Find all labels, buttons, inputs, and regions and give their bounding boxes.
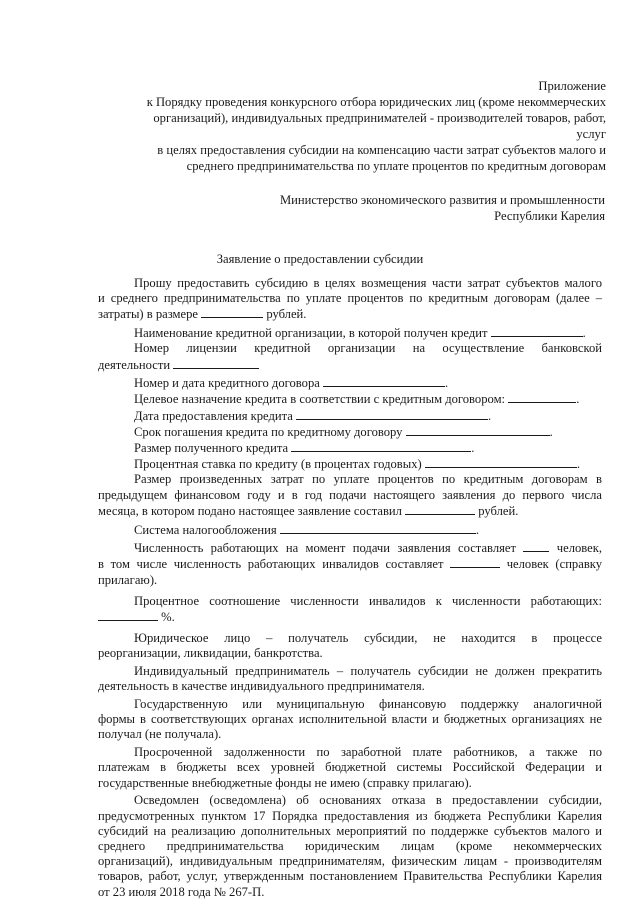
staff-blank[interactable] (523, 540, 549, 552)
appendix-line: к Порядку проведения конкурсного отбора юридических лиц (кроме некоммерческих (146, 95, 606, 109)
paragraph-notice: среднего предпринимательства юридическим лицам (кроме некоммерческих (98, 838, 602, 853)
field-tax: Система налогообложения . (134, 522, 479, 537)
field-staff: прилагаю). (98, 572, 158, 587)
paragraph-notice: субсидий на реализацию дополнительных мероприятий по поддержке субъектов малого и (98, 823, 602, 838)
license-blank[interactable] (173, 357, 259, 369)
maturity-blank[interactable] (406, 424, 550, 436)
field-credit-org: Наименование кредитной организации, в которой получен кредит . (134, 326, 586, 341)
paragraph-ip: деятельность в качестве индивидуального предпринимателя. (98, 679, 425, 694)
field-license: Номер лицензии кредитной организации на осуществление банковской (134, 341, 602, 356)
field-ratio: %. (98, 609, 602, 625)
paragraph-debt: платежам в бюджеты всех уровней бюджетной системы Российской Федерации и (98, 760, 602, 775)
appendix-title: Приложение (538, 79, 606, 93)
rate-blank[interactable] (425, 456, 577, 468)
purpose-blank[interactable] (508, 391, 576, 403)
field-rate: Процентная ставка по кредиту (в процентах годовых) . (134, 457, 581, 472)
issue-date-blank[interactable] (296, 408, 488, 420)
field-costs: предыдущем финансовом году и в год подачи настоящего заявления до первого числа (98, 487, 602, 502)
paragraph-debt: Просроченной задолженности по заработной плате работников, а также по (134, 745, 602, 760)
disabled-staff-blank[interactable] (450, 556, 500, 568)
costs-blank[interactable] (405, 503, 475, 515)
appendix-line: среднего предпринимательства по уплате процентов по кредитным договорам (186, 159, 606, 173)
ratio-blank[interactable] (98, 609, 158, 621)
paragraph-notice: товаров, работ, услуг, утвержденным постановлением Правительства Республики Карелия (98, 869, 602, 884)
appendix-line: организаций), индивидуальных предпринимателей - производителей товаров, работ, услуг (153, 111, 606, 141)
request-line: и среднего предпринимательства по уплате процентов по кредитным договорам (далее – (98, 291, 602, 306)
paragraph-support: Государственную или муниципальную финансовую поддержку аналогичной (134, 697, 602, 712)
field-costs: месяца, в котором подано настоящее заявление составил рублей. (98, 503, 519, 518)
field-staff: в том числе численность работающих инвалидов составляет человек (справку (98, 557, 602, 572)
paragraph-support: формы в соответствующих органах исполнительной власти и бюджетных организациях не (98, 712, 602, 727)
field-maturity: Срок погашения кредита по кредитному договору . (134, 424, 553, 439)
appendix-header (126, 78, 606, 174)
addressee (185, 192, 605, 224)
field-staff: Численность работающих на момент подачи заявления составляет человек, (134, 541, 602, 556)
paragraph-notice: организаций), индивидуальным предпринимателям, физическим лицам - производителям (98, 854, 602, 869)
field-amount: Размер полученного кредита . (134, 441, 475, 456)
paragraph-ip: Индивидуальный предприниматель – получатель субсидии не должен прекратить (134, 664, 602, 679)
paragraph-debt: государственные внебюджетные фонды не имею (справку прилагаю). (98, 775, 472, 790)
amount-blank[interactable] (291, 440, 471, 452)
subsidy-amount-blank[interactable] (201, 306, 263, 318)
request-line: затраты) в размере рублей. (98, 307, 307, 322)
paragraph-support: получал (не получала). (98, 727, 222, 742)
application-body (98, 276, 602, 900)
addressee-line: Республики Карелия (494, 209, 605, 223)
tax-blank[interactable] (280, 522, 476, 534)
appendix-line: в целях предоставления субсидии на компенсацию части затрат субъектов малого и (157, 143, 606, 157)
paragraph-legal: реорганизации, ликвидации, банкротства. (98, 646, 323, 661)
field-contract: Номер и дата кредитного договора . (134, 376, 449, 391)
paragraph-notice: предусмотренных пунктом 17 Порядка предоставления из бюджета Республики Карелия (98, 808, 602, 823)
field-issue-date: Дата предоставления кредита . (134, 408, 492, 423)
credit-org-blank[interactable] (491, 325, 583, 337)
field-costs: Размер произведенных затрат по уплате процентов по кредитным договорам в (134, 472, 602, 487)
addressee-line: Министерство экономического развития и промышленности (279, 193, 605, 207)
field-purpose: Целевое назначение кредита в соответствии с кредитным договором: . (134, 392, 580, 407)
field-ratio: Процентное соотношение численности инвалидов к численности работающих: (134, 593, 602, 608)
paragraph-notice: Осведомлен (осведомлена) об основаниях отказа в предоставлении субсидии, (134, 793, 602, 808)
request-line: Прошу предоставить субсидию в целях возмещения части затрат субъектов малого (134, 276, 602, 290)
document-title: Заявление о предоставлении субсидии (216, 252, 424, 266)
paragraph-notice: от 23 июля 2018 года № 267-П. (98, 884, 265, 899)
field-license: деятельности (98, 357, 602, 373)
contract-blank[interactable] (323, 375, 445, 387)
paragraph-legal: Юридическое лицо – получатель субсидии, не находится в процессе (134, 631, 602, 646)
